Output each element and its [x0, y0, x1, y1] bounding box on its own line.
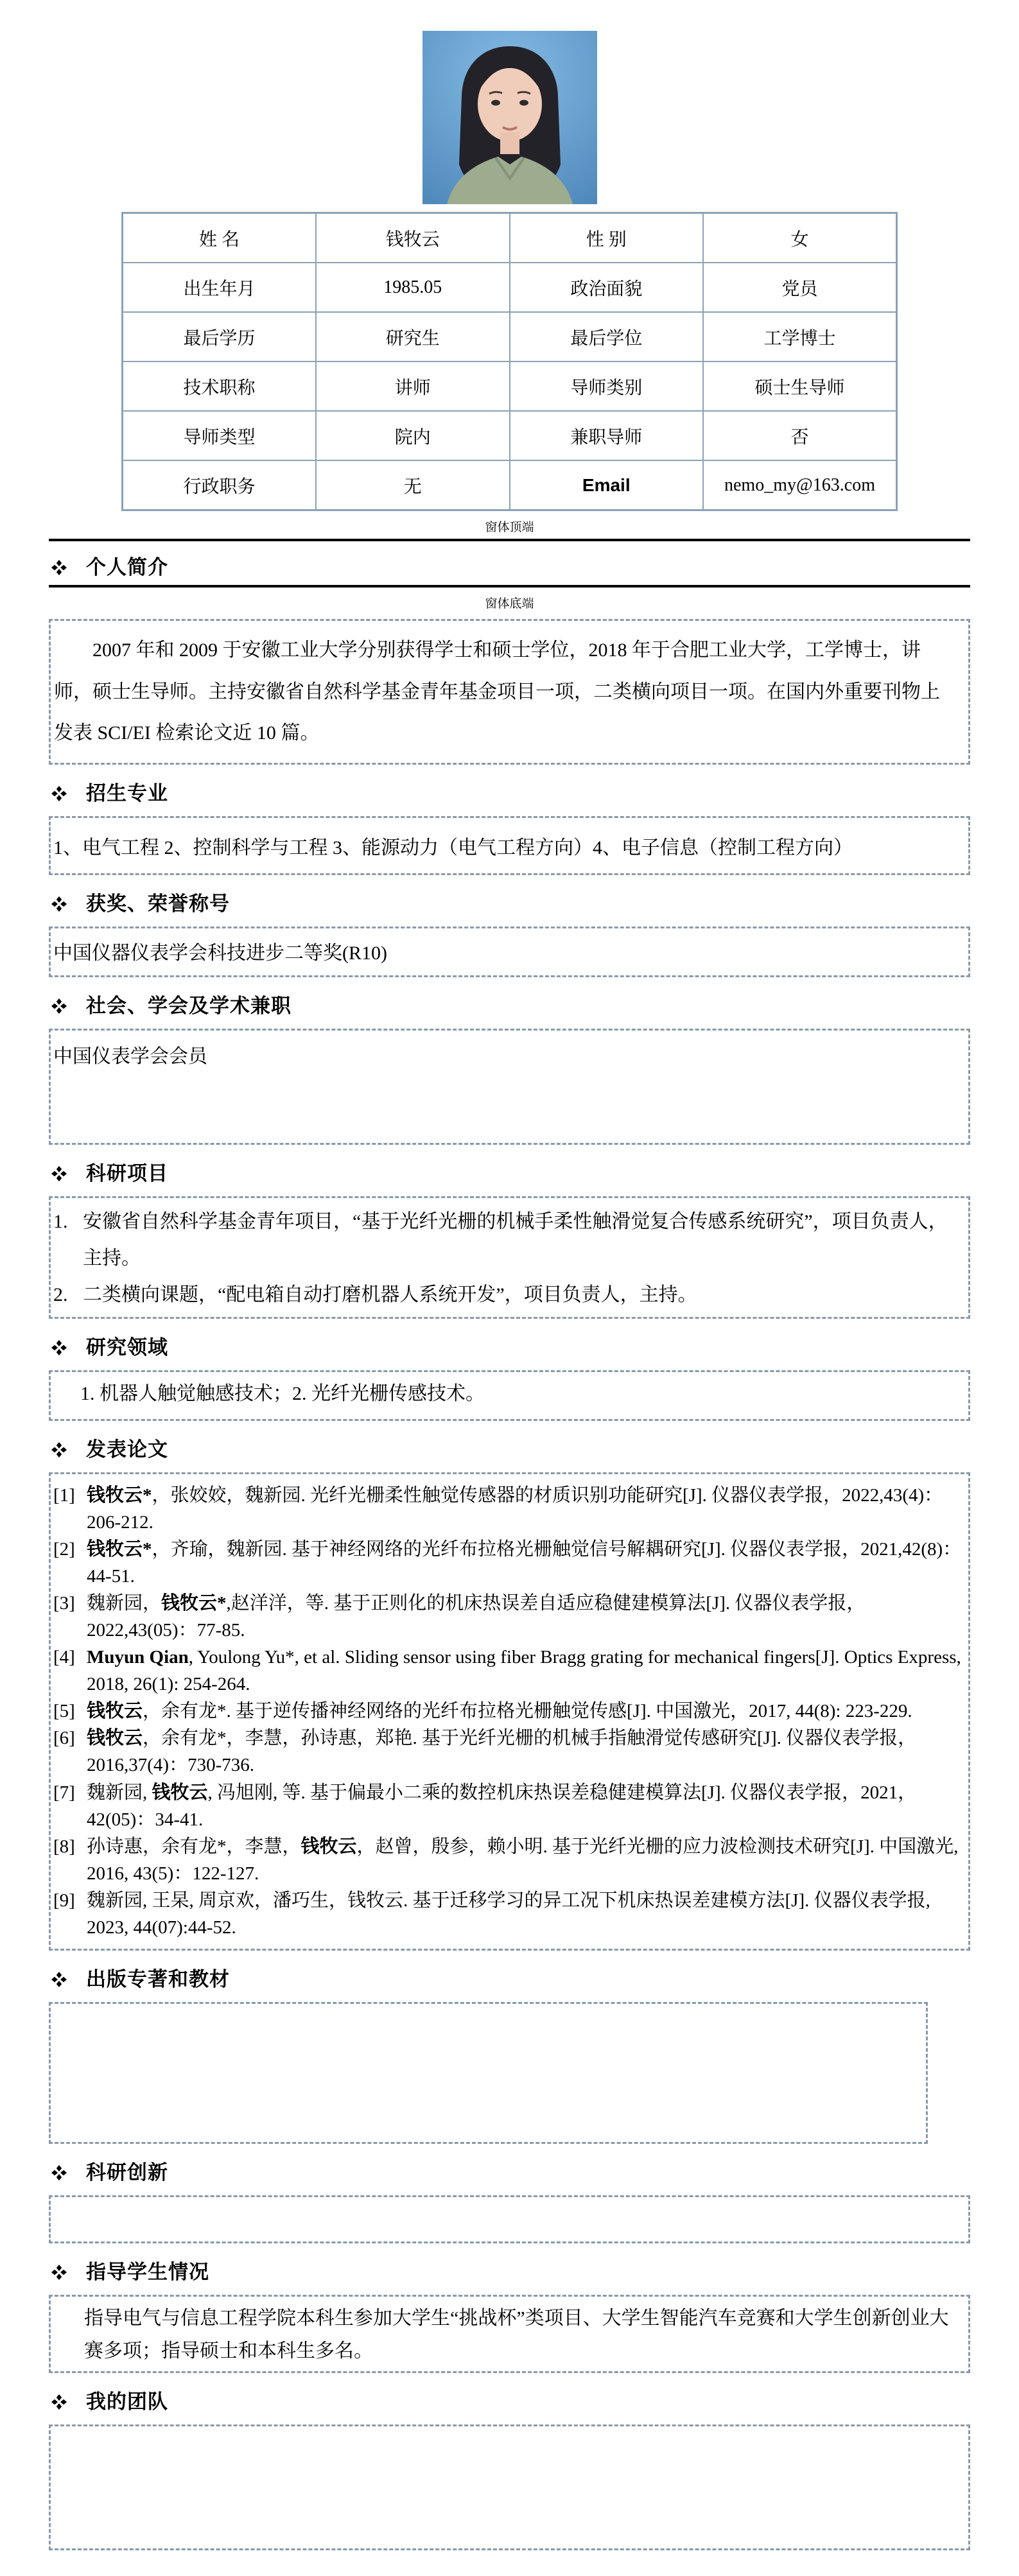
diamond-bullet-icon — [51, 2265, 67, 2280]
innovation-box — [49, 2195, 970, 2243]
diamond-bullet-icon — [51, 2165, 67, 2180]
publication-item — [53, 1698, 963, 1725]
section-heading-intro — [51, 555, 970, 580]
research-box — [49, 1370, 970, 1421]
publication-text: 钱牧云，余有龙*. 基于逆传播神经网络的光纤布拉格光栅触觉传感[J]. 中国激光，2017, 44(8): 223-229. — [87, 1701, 912, 1722]
section-awards — [0, 892, 1019, 977]
section-title: 出版专著和教材 — [86, 1967, 230, 1990]
section-title: 指导学生情况 — [86, 2260, 209, 2283]
diamond-bullet-icon — [51, 998, 67, 1014]
publication-index: [8] — [53, 1836, 75, 1857]
section-heading-awards — [51, 892, 970, 916]
diamond-bullet-icon — [51, 1972, 67, 1987]
diamond-bullet-icon — [51, 786, 67, 801]
publication-index: [4] — [53, 1647, 75, 1668]
profile-label-cell: 政治面貌 — [510, 263, 704, 312]
publication-item — [53, 1725, 963, 1779]
profile-value-cell: 工学博士 — [703, 312, 897, 361]
publications-box — [49, 1472, 970, 1951]
awards-box — [49, 927, 970, 977]
admission-text: 1、电气工程 2、控制科学与工程 3、能源动力（电气工程方向）4、电子信息（控制工程方向） — [53, 837, 853, 858]
profile-value-cell: 党员 — [703, 263, 897, 312]
profile-label-cell: 最后学历 — [123, 312, 317, 361]
section-title: 研究领域 — [86, 1336, 168, 1359]
publication-index: [3] — [53, 1593, 75, 1614]
publication-index: [6] — [53, 1728, 75, 1749]
section-title: 个人简介 — [86, 556, 168, 579]
form-bottom-marker: 窗体底端 — [485, 597, 534, 611]
profile-value-cell: 女 — [703, 213, 897, 263]
diamond-bullet-icon — [51, 896, 67, 912]
publication-text: 钱牧云*，齐瑜，魏新园. 基于神经网络的光纤布拉格光栅触觉信号解耦研究[J]. 仪器仪表学报，2021,42(8)：44-51. — [87, 1539, 962, 1587]
profile-value-cell: 钱牧云 — [316, 213, 510, 263]
section-projects — [0, 1162, 1019, 1319]
project-text: 二类横向课题，“配电箱自动打磨机器人系统开发”，项目负责人，主持。 — [83, 1284, 697, 1305]
publication-item — [53, 1779, 963, 1833]
section-heading-innovation — [51, 2161, 970, 2185]
profile-label-cell: 导师类型 — [123, 411, 317, 460]
diamond-bullet-icon — [51, 2394, 67, 2410]
publication-text: 钱牧云，余有龙*，李慧，孙诗惠，郑艳. 基于光纤光栅的机械手指触滑觉传感研究[J]. 仪器仪表学报，2016,37(4)：730-736. — [87, 1728, 917, 1776]
faculty-profile-page — [0, 31, 1019, 2576]
section-innovation — [0, 2161, 1019, 2243]
publication-index: [1] — [53, 1485, 75, 1506]
section-title: 我的团队 — [86, 2390, 168, 2413]
section-team — [0, 2390, 1019, 2550]
intro-box — [49, 619, 970, 765]
table-row — [123, 213, 897, 263]
section-publications — [0, 1438, 1019, 1951]
table-row — [123, 411, 897, 460]
diamond-bullet-icon — [51, 560, 67, 575]
publication-item — [53, 1833, 963, 1887]
table-row — [123, 263, 897, 312]
publication-index: [2] — [53, 1539, 75, 1560]
table-row — [123, 312, 897, 361]
publication-text: 孙诗惠，余有龙*，李慧，钱牧云，赵曾，殷参，赖小明. 基于光纤光栅的应力波检测技术研究[J]. 中国激光, 2016, 43(5)：122-127. — [87, 1836, 959, 1884]
publications-list — [53, 1482, 963, 1941]
publication-item — [53, 1536, 963, 1590]
publication-item — [53, 1644, 963, 1698]
project-index: 1. — [53, 1211, 68, 1232]
students-text: 指导电气与信息工程学院本科生参加大学生“挑战杯”类项目、大学生智能汽车竞赛和大学生创新创业大赛多项；指导硕士和本科生多名。 — [84, 2307, 949, 2362]
publication-item — [53, 1482, 963, 1536]
publication-item — [53, 1887, 963, 1941]
intro-text: 2007 年和 2009 于安徽工业大学分别获得学士和硕士学位，2018 年于合肥工业大学，工学博士，讲师，硕士生导师。主持安徽省自然科学基金青年基金项目一项，二类横向项目一项。在国内外重要刊物上发表 SCI/EI 检索论文近 10 篇。 — [54, 640, 940, 744]
diamond-bullet-icon — [51, 1340, 67, 1355]
publication-index: [9] — [53, 1890, 75, 1911]
publication-text: 钱牧云*，张姣姣，魏新园. 光纤光栅柔性触觉传感器的材质识别功能研究[J]. 仪器仪表学报，2022,43(4)：206-212. — [87, 1485, 943, 1533]
horizontal-rule-bottom — [49, 585, 970, 587]
admission-box — [49, 816, 970, 875]
section-title: 发表论文 — [86, 1438, 168, 1461]
section-heading-memberships — [51, 994, 970, 1018]
profile-value-cell: 院内 — [316, 411, 510, 460]
publication-text: 魏新园, 钱牧云, 冯旭刚, 等. 基于偏最小二乘的数控机床热误差稳健建模算法[J]. 仪器仪表学报，2021，42(05)：34-41. — [87, 1782, 917, 1830]
section-heading-research — [51, 1336, 970, 1360]
profile-label-cell: 最后学位 — [510, 312, 704, 361]
profile-value-cell: nemo_my@163.com — [703, 460, 897, 510]
horizontal-rule-top — [49, 539, 970, 541]
section-books — [0, 1967, 1019, 2144]
profile-label-cell: 兼职导师 — [510, 411, 704, 460]
publication-text: 魏新园，钱牧云*,赵洋洋，等. 基于正则化的机床热误差自适应稳健建模算法[J]. 仪器仪表学报，2022,43(05)：77-85. — [87, 1593, 866, 1641]
publication-index: [7] — [53, 1782, 75, 1803]
awards-text: 中国仪器仪表学会科技进步二等奖(R10) — [53, 943, 387, 964]
section-title: 科研项目 — [86, 1162, 168, 1185]
profile-photo — [422, 31, 597, 204]
profile-label-cell: 出生年月 — [123, 263, 317, 312]
profile-label-cell: Email — [510, 460, 704, 510]
section-admission — [0, 781, 1019, 875]
profile-label-cell: 性 别 — [510, 213, 704, 263]
memberships-box — [49, 1029, 970, 1145]
section-title: 科研创新 — [86, 2161, 168, 2184]
publication-index: [5] — [53, 1701, 75, 1722]
profile-label-cell: 导师类别 — [510, 361, 704, 411]
projects-list — [53, 1203, 955, 1313]
section-heading-publications — [51, 1438, 970, 1462]
section-students — [0, 2260, 1019, 2373]
section-memberships — [0, 994, 1019, 1145]
profile-table-body — [123, 213, 897, 510]
profile-value-cell: 否 — [703, 411, 897, 460]
section-heading-students — [51, 2260, 970, 2284]
profile-table — [121, 212, 898, 511]
projects-box — [49, 1196, 970, 1319]
publication-item — [53, 1590, 963, 1644]
diamond-bullet-icon — [51, 1442, 67, 1458]
section-title: 获奖、荣誉称号 — [86, 892, 230, 915]
section-heading-team — [51, 2390, 970, 2414]
profile-label-cell: 姓 名 — [123, 213, 317, 263]
diamond-bullet-icon — [51, 1166, 67, 1181]
team-box — [49, 2424, 970, 2550]
publication-text: 魏新园, 王杲, 周京欢，潘巧生，钱牧云. 基于迁移学习的异工况下机床热误差建模方法[J]. 仪器仪表学报, 2023, 44(07):44-52. — [87, 1890, 930, 1938]
profile-label-cell: 行政职务 — [123, 460, 317, 510]
profile-value-cell: 1985.05 — [316, 263, 510, 312]
section-heading-projects — [51, 1162, 970, 1186]
project-item — [53, 1276, 955, 1313]
profile-value-cell: 研究生 — [316, 312, 510, 361]
section-heading-admission — [51, 781, 970, 806]
profile-label-cell: 技术职称 — [123, 361, 317, 411]
form-top-marker: 窗体顶端 — [485, 521, 534, 534]
profile-value-cell: 无 — [316, 460, 510, 510]
project-index: 2. — [53, 1284, 68, 1305]
project-item — [53, 1203, 955, 1276]
research-text: 1. 机器人触觉触感技术；2. 光纤光栅传感技术。 — [80, 1383, 485, 1404]
section-title: 社会、学会及学术兼职 — [86, 995, 292, 1017]
profile-value-cell: 硕士生导师 — [703, 361, 897, 411]
project-text: 安徽省自然科学基金青年项目，“基于光纤光栅的机械手柔性触滑觉复合传感系统研究”，项目负责人，主持。 — [83, 1211, 948, 1269]
students-box — [49, 2295, 970, 2373]
memberships-text: 中国仪表学会会员 — [53, 1046, 207, 1067]
profile-value-cell: 讲师 — [316, 361, 510, 411]
publication-text: Muyun Qian, Youlong Yu*, et al. Sliding sensor using fiber Bragg grating for mechanical fingers[J]. Optics Express, 2018, 26(1): 254-264. — [87, 1647, 961, 1695]
section-heading-books — [51, 1967, 970, 1992]
books-box — [49, 2002, 928, 2144]
section-research — [0, 1336, 1019, 1421]
table-row — [123, 460, 897, 510]
section-title: 招生专业 — [86, 782, 168, 805]
table-row — [123, 361, 897, 411]
